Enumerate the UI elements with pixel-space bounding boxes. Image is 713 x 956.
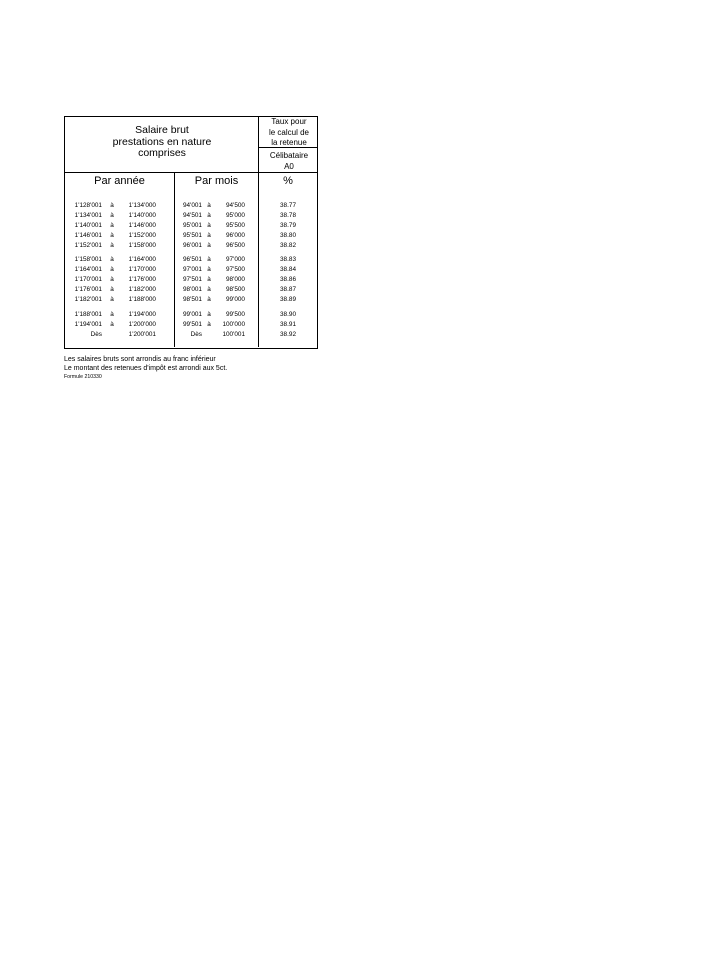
cell-rate: 38.84	[280, 266, 296, 273]
cell-m-to: 98'000	[226, 276, 245, 283]
tax-rate-table	[64, 116, 318, 349]
header-taux	[259, 117, 319, 149]
cell-y-to: 1'140'000	[128, 212, 156, 219]
cell-rate: 38.86	[280, 276, 296, 283]
divider-header	[65, 172, 317, 173]
cell-rate: 38.80	[280, 232, 296, 239]
header-category	[259, 151, 319, 172]
table-row	[65, 311, 317, 319]
table-row	[65, 296, 317, 304]
cell-y-to: 1'146'000	[128, 222, 156, 229]
cell-m-to: 97'500	[226, 266, 245, 273]
footnote-rounding-salary: Les salaires bruts sont arrondis au franc inférieur	[64, 356, 216, 363]
cell-sep1: à	[110, 212, 114, 219]
cell-y-to: 1'188'000	[128, 296, 156, 303]
header-salaire	[65, 125, 259, 160]
header-taux-line: le calcul de	[268, 127, 310, 137]
cell-m-from: 95'001	[183, 222, 202, 229]
cell-sep1: à	[110, 321, 114, 328]
cell-m-to: 98'500	[226, 286, 245, 293]
cell-sep1: à	[110, 242, 114, 249]
cell-sep2: à	[207, 222, 211, 229]
cell-sep1: à	[110, 286, 114, 293]
header-salaire-line: prestations en nature	[112, 135, 212, 148]
cell-m-to: 95'000	[226, 212, 245, 219]
table-row	[65, 232, 317, 240]
cell-m-from: 99'501	[183, 321, 202, 328]
header-taux-line: la retenue	[271, 138, 307, 147]
table-row	[65, 321, 317, 329]
cell-sep2: à	[207, 311, 211, 318]
cell-sep2: à	[207, 286, 211, 293]
cell-sep1: à	[110, 296, 114, 303]
cell-y-to: 1'182'000	[128, 286, 156, 293]
table-row	[65, 202, 317, 210]
cell-y-to: 1'158'000	[128, 242, 156, 249]
cell-m-from: 95'501	[183, 232, 202, 239]
table-row	[65, 331, 317, 339]
cell-m-from: 96'001	[183, 242, 202, 249]
cell-m-from: Dès	[190, 331, 202, 338]
cell-rate: 38.91	[280, 321, 296, 328]
cell-m-from: 99'001	[183, 311, 202, 318]
cell-y-from: Dès	[90, 331, 102, 338]
form-number: Formule 210330	[64, 374, 102, 380]
cell-sep2: à	[207, 242, 211, 249]
cell-y-to: 1'200'001	[128, 331, 156, 338]
cell-m-to: 96'500	[226, 242, 245, 249]
table-row	[65, 222, 317, 230]
header-category-line: A0	[284, 161, 294, 171]
cell-y-from: 1'140'001	[74, 222, 102, 229]
cell-rate: 38.79	[280, 222, 296, 229]
footnote-rounding-tax: Le montant des retenues d'impôt est arrondi aux 5ct.	[64, 365, 228, 372]
cell-rate: 38.83	[280, 256, 296, 263]
cell-sep1: à	[110, 266, 114, 273]
cell-sep1: à	[110, 276, 114, 283]
cell-y-to: 1'134'000	[128, 202, 156, 209]
cell-rate: 38.90	[280, 311, 296, 318]
cell-y-from: 1'158'001	[74, 256, 102, 263]
cell-m-from: 96'501	[183, 256, 202, 263]
cell-m-to: 100'000	[222, 321, 245, 328]
cell-y-from: 1'128'001	[74, 202, 102, 209]
cell-y-to: 1'194'000	[128, 311, 156, 318]
table-row	[65, 266, 317, 274]
column-header-annee: Par année	[94, 175, 145, 187]
cell-sep1: à	[110, 222, 114, 229]
cell-m-to: 99'500	[226, 311, 245, 318]
cell-m-to: 100'001	[222, 331, 245, 338]
cell-sep2: à	[207, 266, 211, 273]
cell-sep2: à	[207, 232, 211, 239]
cell-m-to: 96'000	[226, 232, 245, 239]
cell-y-to: 1'170'000	[128, 266, 156, 273]
table-row	[65, 242, 317, 250]
cell-y-from: 1'164'001	[74, 266, 102, 273]
cell-y-from: 1'194'001	[74, 321, 102, 328]
cell-m-from: 97'501	[183, 276, 202, 283]
cell-sep2: à	[207, 212, 211, 219]
cell-sep2: à	[207, 276, 211, 283]
cell-y-to: 1'176'000	[128, 276, 156, 283]
cell-rate: 38.92	[280, 331, 296, 338]
cell-sep2: à	[207, 256, 211, 263]
cell-rate: 38.89	[280, 296, 296, 303]
cell-m-from: 98'501	[183, 296, 202, 303]
cell-y-to: 1'200'000	[128, 321, 156, 328]
cell-sep1: à	[110, 256, 114, 263]
cell-y-from: 1'152'001	[74, 242, 102, 249]
footnotes	[64, 355, 227, 381]
cell-m-to: 99'000	[226, 296, 245, 303]
cell-y-to: 1'152'000	[128, 232, 156, 239]
cell-y-from: 1'170'001	[74, 276, 102, 283]
cell-m-to: 95'500	[226, 222, 245, 229]
cell-sep1: à	[110, 232, 114, 239]
column-header-mois: Par mois	[194, 175, 239, 187]
cell-rate: 38.87	[280, 286, 296, 293]
cell-y-from: 1'146'001	[74, 232, 102, 239]
cell-sep1: à	[110, 202, 114, 209]
cell-m-from: 97'001	[183, 266, 202, 273]
cell-sep2: à	[207, 296, 211, 303]
cell-y-from: 1'134'001	[74, 212, 102, 219]
cell-rate: 38.82	[280, 242, 296, 249]
cell-m-from: 98'001	[183, 286, 202, 293]
cell-y-from: 1'188'001	[74, 311, 102, 318]
cell-y-to: 1'164'000	[128, 256, 156, 263]
cell-sep2: à	[207, 321, 211, 328]
header-salaire-line: comprises	[138, 147, 186, 159]
header-taux-line: Taux pour	[271, 117, 307, 126]
header-category-line: Célibataire	[269, 151, 309, 160]
cell-y-from: 1'182'001	[74, 296, 102, 303]
cell-m-to: 97'000	[226, 256, 245, 263]
header-salaire-line: Salaire brut	[135, 124, 189, 136]
table-row	[65, 256, 317, 264]
column-header-percent: %	[283, 175, 293, 187]
cell-m-to: 94'500	[226, 202, 245, 209]
cell-sep1: à	[110, 311, 114, 318]
cell-rate: 38.77	[280, 202, 296, 209]
cell-m-from: 94'001	[183, 202, 202, 209]
cell-y-from: 1'176'001	[74, 286, 102, 293]
table-row	[65, 276, 317, 284]
table-row	[65, 212, 317, 220]
cell-m-from: 94'501	[183, 212, 202, 219]
cell-sep2: à	[207, 202, 211, 209]
table-row	[65, 286, 317, 294]
cell-rate: 38.78	[280, 212, 296, 219]
